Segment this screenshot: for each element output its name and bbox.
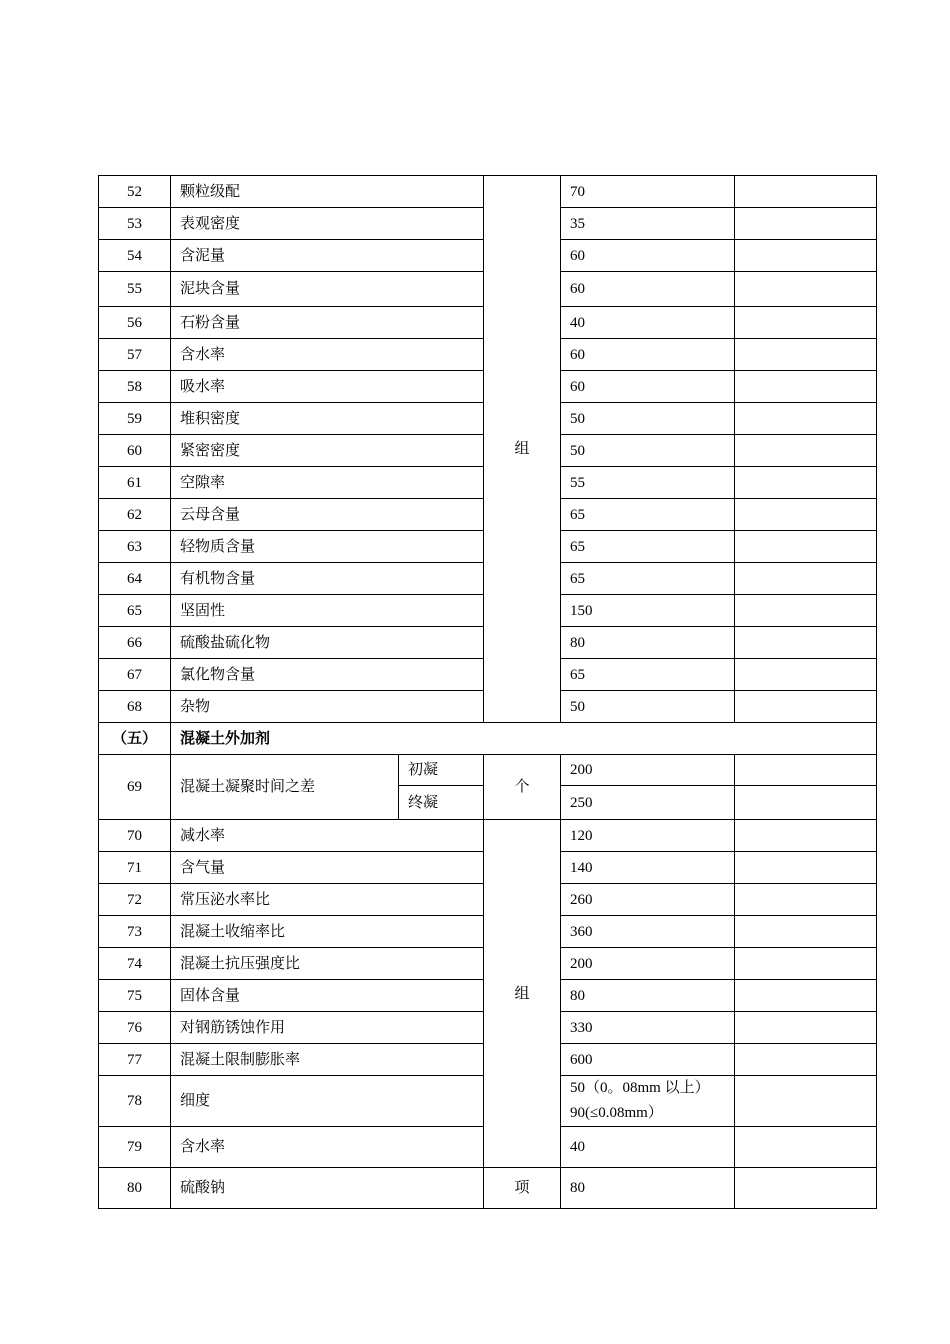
note-cell (735, 786, 877, 820)
note-cell (735, 272, 877, 307)
unit-cell: 组 (484, 176, 561, 723)
row-number: 57 (99, 339, 171, 371)
price-cell: 600 (561, 1044, 735, 1076)
price-cell: 60 (561, 240, 735, 272)
row-number: 66 (99, 627, 171, 659)
item-name: 含水率 (171, 339, 484, 371)
note-cell (735, 755, 877, 786)
note-cell (735, 435, 877, 467)
item-name: 杂物 (171, 691, 484, 723)
row-number: 76 (99, 1012, 171, 1044)
price-line: 50（0。08mm 以上） (570, 1080, 710, 1096)
price-cell: 200 (561, 755, 735, 786)
price-cell: 65 (561, 499, 735, 531)
row-number: 80 (99, 1168, 171, 1209)
item-name: 含水率 (171, 1127, 484, 1168)
item-name: 有机物含量 (171, 563, 484, 595)
table-row (99, 755, 877, 786)
row-number: 71 (99, 852, 171, 884)
price-cell: 360 (561, 916, 735, 948)
price-cell: 50 (561, 691, 735, 723)
price-cell: 60 (561, 371, 735, 403)
note-cell (735, 1168, 877, 1209)
price-cell: 50 (561, 435, 735, 467)
item-name: 吸水率 (171, 371, 484, 403)
price-cell: 65 (561, 563, 735, 595)
row-number: 60 (99, 435, 171, 467)
price-cell: 35 (561, 208, 735, 240)
row-number: 67 (99, 659, 171, 691)
note-cell (735, 208, 877, 240)
price-cell: 60 (561, 339, 735, 371)
sub-item-label: 终凝 (399, 786, 484, 820)
section-number: （五） (99, 723, 171, 755)
item-name: 空隙率 (171, 467, 484, 499)
price-cell: 60 (561, 272, 735, 307)
item-name: 硫酸盐硫化物 (171, 627, 484, 659)
item-name: 对钢筋锈蚀作用 (171, 1012, 484, 1044)
note-cell (735, 916, 877, 948)
row-number: 59 (99, 403, 171, 435)
table-row (99, 820, 877, 852)
note-cell (735, 691, 877, 723)
note-cell (735, 852, 877, 884)
note-cell (735, 659, 877, 691)
row-number: 54 (99, 240, 171, 272)
price-cell: 260 (561, 884, 735, 916)
section-title: 混凝土外加剂 (171, 723, 877, 755)
sub-item-label: 初凝 (399, 755, 484, 786)
note-cell (735, 884, 877, 916)
note-cell (735, 240, 877, 272)
row-number: 55 (99, 272, 171, 307)
note-cell (735, 176, 877, 208)
price-cell: 140 (561, 852, 735, 884)
price-cell: 80 (561, 627, 735, 659)
row-number: 64 (99, 563, 171, 595)
row-number: 52 (99, 176, 171, 208)
item-name: 细度 (171, 1076, 484, 1127)
item-name: 堆积密度 (171, 403, 484, 435)
item-name: 坚固性 (171, 595, 484, 627)
note-cell (735, 980, 877, 1012)
fee-table (98, 175, 877, 1209)
unit-cell: 组 (484, 820, 561, 1168)
row-number: 61 (99, 467, 171, 499)
price-cell: 80 (561, 1168, 735, 1209)
row-number: 68 (99, 691, 171, 723)
note-cell (735, 1044, 877, 1076)
note-cell (735, 1012, 877, 1044)
item-name: 硫酸钠 (171, 1168, 484, 1209)
row-number: 65 (99, 595, 171, 627)
row-number: 56 (99, 307, 171, 339)
price-cell: 50 (561, 403, 735, 435)
note-cell (735, 563, 877, 595)
price-cell: 80 (561, 980, 735, 1012)
row-number: 73 (99, 916, 171, 948)
price-cell: 65 (561, 659, 735, 691)
note-cell (735, 627, 877, 659)
note-cell (735, 371, 877, 403)
unit-cell: 个 (484, 755, 561, 820)
row-number: 58 (99, 371, 171, 403)
row-number: 72 (99, 884, 171, 916)
item-name: 混凝土限制膨胀率 (171, 1044, 484, 1076)
note-cell (735, 467, 877, 499)
note-cell (735, 820, 877, 852)
item-name: 混凝土凝聚时间之差 (171, 755, 399, 820)
note-cell (735, 531, 877, 563)
price-cell: 65 (561, 531, 735, 563)
note-cell (735, 1127, 877, 1168)
note-cell (735, 403, 877, 435)
row-number: 62 (99, 499, 171, 531)
row-number: 69 (99, 755, 171, 820)
price-cell (561, 1076, 735, 1127)
price-cell: 55 (561, 467, 735, 499)
price-cell: 250 (561, 786, 735, 820)
item-name: 混凝土抗压强度比 (171, 948, 484, 980)
item-name: 常压泌水率比 (171, 884, 484, 916)
note-cell (735, 499, 877, 531)
price-line: 90(≤0.08mm） (570, 1105, 663, 1121)
unit-cell: 项 (484, 1168, 561, 1209)
price-cell: 150 (561, 595, 735, 627)
item-name: 紧密密度 (171, 435, 484, 467)
item-name: 云母含量 (171, 499, 484, 531)
item-name: 轻物质含量 (171, 531, 484, 563)
price-cell: 120 (561, 820, 735, 852)
table-row (99, 176, 877, 208)
item-name: 含泥量 (171, 240, 484, 272)
note-cell (735, 1076, 877, 1127)
row-number: 53 (99, 208, 171, 240)
row-number: 63 (99, 531, 171, 563)
price-cell: 330 (561, 1012, 735, 1044)
item-name: 减水率 (171, 820, 484, 852)
section-header (99, 723, 877, 755)
note-cell (735, 339, 877, 371)
item-name: 石粉含量 (171, 307, 484, 339)
row-number: 75 (99, 980, 171, 1012)
note-cell (735, 595, 877, 627)
item-name: 含气量 (171, 852, 484, 884)
price-cell: 70 (561, 176, 735, 208)
row-number: 78 (99, 1076, 171, 1127)
price-cell: 200 (561, 948, 735, 980)
note-cell (735, 948, 877, 980)
item-name: 氯化物含量 (171, 659, 484, 691)
item-name: 固体含量 (171, 980, 484, 1012)
price-cell: 40 (561, 307, 735, 339)
row-number: 79 (99, 1127, 171, 1168)
note-cell (735, 307, 877, 339)
item-name: 表观密度 (171, 208, 484, 240)
row-number: 74 (99, 948, 171, 980)
row-number: 77 (99, 1044, 171, 1076)
price-cell: 40 (561, 1127, 735, 1168)
item-name: 混凝土收缩率比 (171, 916, 484, 948)
item-name: 颗粒级配 (171, 176, 484, 208)
item-name: 泥块含量 (171, 272, 484, 307)
table-row (99, 1168, 877, 1209)
row-number: 70 (99, 820, 171, 852)
